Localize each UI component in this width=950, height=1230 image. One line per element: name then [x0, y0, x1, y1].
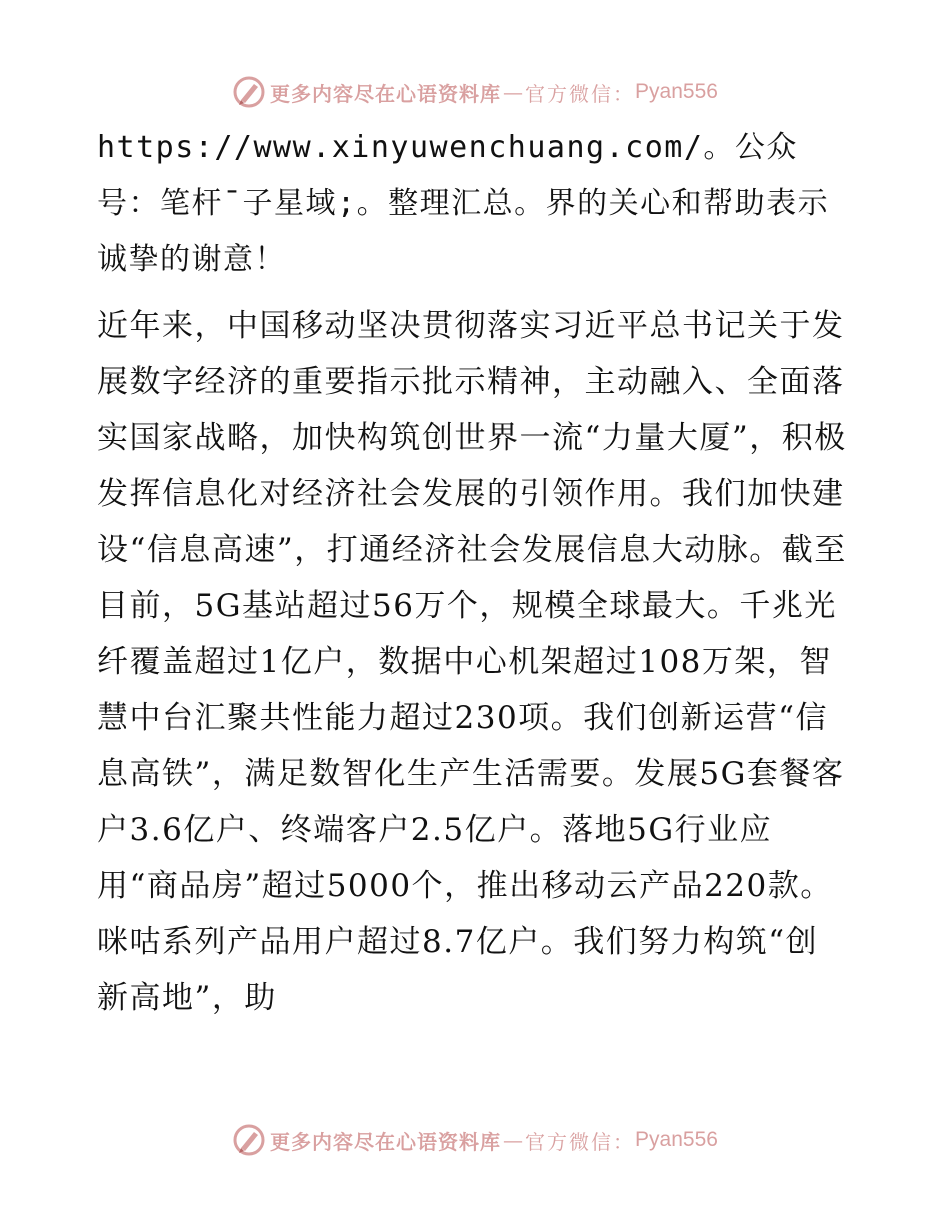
watermark-site: 更多内容尽在心语资料库 — [270, 1129, 502, 1154]
header-watermark — [0, 72, 950, 112]
pen-logo-icon — [232, 1123, 266, 1157]
paragraph-main: 近年来，中国移动坚决贯彻落实习近平总书记关于发展数字经济的重要指示批示精神，主动融入、全面落实国家战略，加快构筑创世界一流“力量大厦”，积极发挥信息化对经济社会发展的引领作用。我们加快建设“信息高速”，打通经济社会发展信息大动脉。截至目前，5G基站超过56万个，规模全球最大。千兆光纤覆盖超过1亿户，数据中心机架超过108万架，智慧中台汇聚共性能力超过230项。我们创新运营“信息高铁”，满足数智化生产生活需要。发展5G套餐客户3.6亿户、终端客户2.5亿户。落地5G行业应用“商品房”超过5000个，推出移动云产品220款。咪咕系列产品用户超过8.7亿户。我们努力构筑“创新高地”，助 — [97, 308, 847, 1016]
watermark-wechat-id: Pyan556 — [635, 80, 718, 103]
paragraph-intro: https://www.xinyuwenchuang.com/。公众号：笔杆¯子星域;。整理汇总。界的关心和帮助表示诚挚的谢意！ — [97, 130, 830, 277]
watermark-separator: — — [503, 80, 524, 104]
watermark-label: 官方微信： — [525, 81, 636, 106]
watermark-site: 更多内容尽在心语资料库 — [270, 81, 502, 106]
watermark-separator: — — [503, 1128, 524, 1152]
document-body — [97, 120, 849, 1026]
watermark-wechat-id: Pyan556 — [635, 1128, 718, 1151]
pen-logo-icon — [232, 75, 266, 109]
footer-watermark — [0, 1120, 950, 1160]
watermark-label: 官方微信： — [525, 1129, 636, 1154]
